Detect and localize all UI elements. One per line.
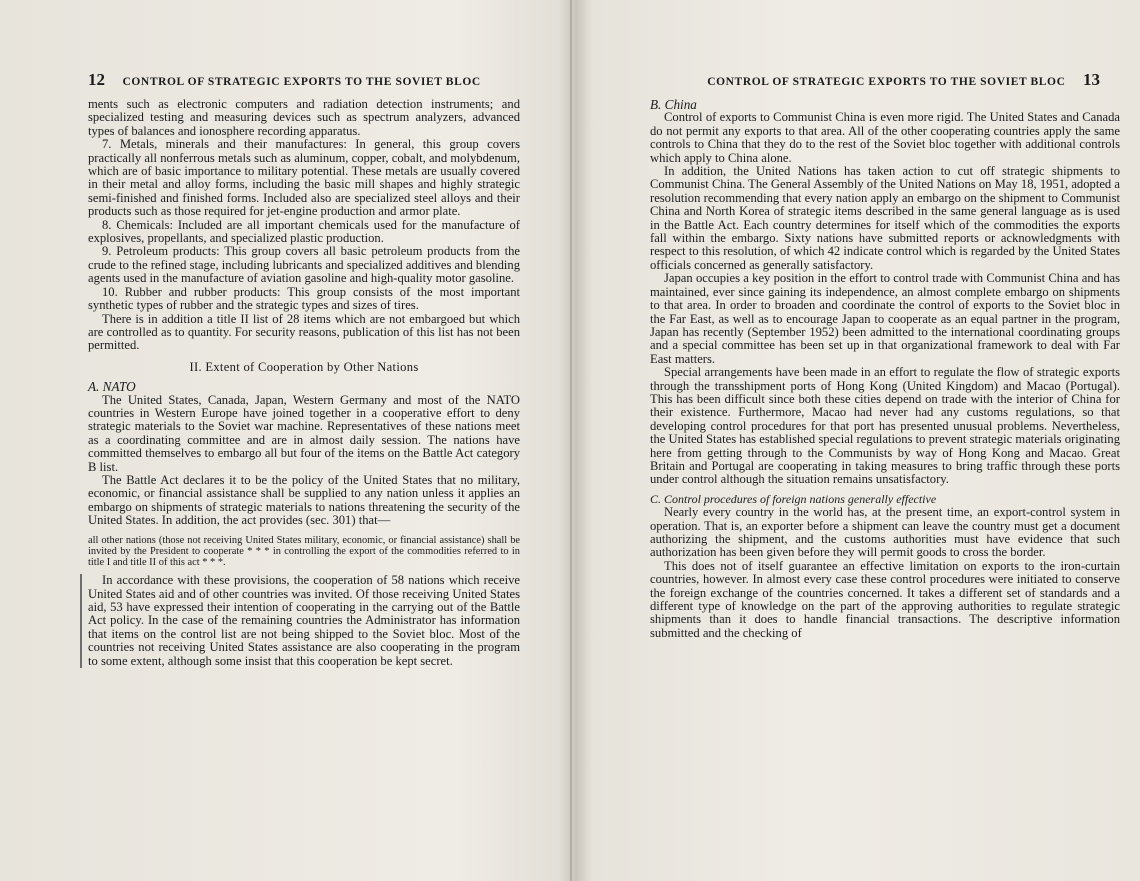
right-page-body xyxy=(650,97,1120,640)
paragraph: 8. Chemicals: Included are all important chemicals used for the manufacture of explosives, propellants, and specialized plastic production. xyxy=(88,217,520,246)
paragraph: Control of exports to Communist China is even more rigid. The United States and Canada do not permit any exports to that area. All of the other cooperating countries apply the same controls to China that they do to the rest of the Soviet bloc together with additional controls which apply to China alone. xyxy=(650,110,1120,165)
paragraph: There is in addition a title II list of 28 items which are not embargoed but which are controlled as to quantity. For security reasons, publication of this list has not been permitted. xyxy=(88,311,520,353)
left-running-head xyxy=(88,70,520,90)
block-quote: all other nations (those not receiving United States military, economic, or financial assistance) shall be invited by the President to cooperate * * * in controlling the export of the commodities referred to in title I and title II of this act * * *. xyxy=(88,534,520,568)
right-page xyxy=(580,0,1140,881)
paragraph: ments such as electronic computers and radiation detection instruments; and specialized testing and measuring devices such as spectrum analyzers, advanced types of balances and ionosphere recording apparatus. xyxy=(88,97,520,138)
subsection-heading: A. NATO xyxy=(88,379,136,395)
paragraph: This does not of itself guarantee an effective limitation on exports to the iron-curtain countries, however. In almost every case these control procedures were initiated to conserve the foreign exchange of the countries concerned. It takes a different set of standards and a different type of knowledge on the part of the approving authorities to regulate strategic shipments than it does to handle financial transactions. The descriptive information submitted and the checking of xyxy=(650,558,1120,640)
left-running-title: CONTROL OF STRATEGIC EXPORTS TO THE SOVIET BLOC xyxy=(122,76,481,88)
paragraph: In addition, the United Nations has taken action to cut off strategic shipments to Communist China. The General Assembly of the United Nations on May 18, 1951, adopted a resolution recommending that every nation apply an embargo on the shipment to Communist China and North Korea of strategic items described in the same general language as is used in the Battle Act. Each country determines for itself which of the commodities the exports fall within the embargo. Sixty nations have submitted reports or acknowledgments with respect to this resolution, of which 42 indicate control which is regarded by the United States officials concerned as generally satisfactory. xyxy=(650,164,1120,272)
left-page-body xyxy=(88,98,520,668)
paragraph: In accordance with these provisions, the cooperation of 58 nations which receive United States aid and of other countries was invited. Of those receiving United States aid, 53 have expressed their intention of cooperating in the carrying out of the Battle Act policy. In the case of the remaining countries the Administrator has information that items on the control list are not being shipped to the Soviet bloc. Most of the countries not receiving United States assistance are also cooperating in the program to some extent, although some insist that this cooperation be kept secret. xyxy=(80,574,520,668)
right-page-number: 13 xyxy=(1083,70,1100,89)
paragraph: 7. Metals, minerals and their manufactures: In general, this group covers practically all nonferrous metals such as aluminum, copper, cobalt, and molybdenum, which are of basic importance to military potential. These metals are usually covered in their metal and alloy forms, including the basic mill shapes and highly strategic semi-finished and finished forms. Included also are specialized steel alloys and their products such as those required for jet-engine production and armor plate. xyxy=(88,137,520,219)
subsection-heading: B. China xyxy=(650,97,697,112)
paragraph: Japan occupies a key position in the effort to control trade with Communist China and has maintained, ever since gaining its independence, an almost complete embargo on shipments to that area. In order to broaden and coordinate the control of exports to the Soviet bloc in the Far East, as well as to encourage Japan to cooperate as an equal partner in the program, Japan has recently (September 1952) been admitted to the international coordinating groups and a special committee has been set up in that organizational framework to deal with Far East matters. xyxy=(650,271,1120,366)
paragraph: The United States, Canada, Japan, Western Germany and most of the NATO countries in Western Europe have joined together in a cooperative effort to deny strategic materials to the Soviet war machine. Representatives of these nations meet as a coordinating committee and are in almost daily session. The nations have committed themselves to embargo all but four of the items on the Battle Act category B list. xyxy=(88,392,520,474)
paragraph: 10. Rubber and rubber products: This group consists of the most important synthetic types of rubber and the strategic types and sizes of tires. xyxy=(88,284,520,313)
left-page-number: 12 xyxy=(88,70,105,89)
section-heading: II. Extent of Cooperation by Other Nations xyxy=(189,359,419,374)
paragraph: Nearly every country in the world has, at the present time, an export-control system in operation. That is, an exporter before a shipment can leave the country must get a document authorizing the shipment, and the customs authorities must have evidence that such authorization has been given before they will permit goods to cross the border. xyxy=(650,505,1120,560)
paragraph: 9. Petroleum products: This group covers all basic petroleum products from the crude to the refined stage, including lubricants and specialized additives and blending agents used in the manufacture of aviation gasoline and high-quality motor gasoline. xyxy=(88,244,520,286)
right-running-head xyxy=(692,70,1100,90)
subsection-heading: C. Control procedures of foreign nations generally effective xyxy=(650,491,937,506)
paragraph: Special arrangements have been made in an effort to regulate the flow of strategic exports through the transshipment ports of Hong Kong (United Kingdom) and Macao (Portugal). This has been difficult since both these cities depend on trade with the interior of China for their existence. Furthermore, Macao had never had any customs regulations, so that developing control procedures for that port has presented unusual problems. Nevertheless, the United States has established special regulations to prevent strategic materials originating here from getting through to the Communists by way of Hong Kong and Macao. Great Britain and Portugal are cooperating in taking measures to bring traffic through these ports under control although the situation remains unsatisfactory. xyxy=(650,365,1120,487)
paragraph: The Battle Act declares it to be the policy of the United States that no military, economic, or financial assistance shall be supplied to any nation unless it applies an embargo on shipments of strategic materials to nations threatening the security of the United States. In addition, the act provides (sec. 301) that— xyxy=(88,472,520,528)
right-running-title: CONTROL OF STRATEGIC EXPORTS TO THE SOVIET BLOC xyxy=(707,76,1066,88)
